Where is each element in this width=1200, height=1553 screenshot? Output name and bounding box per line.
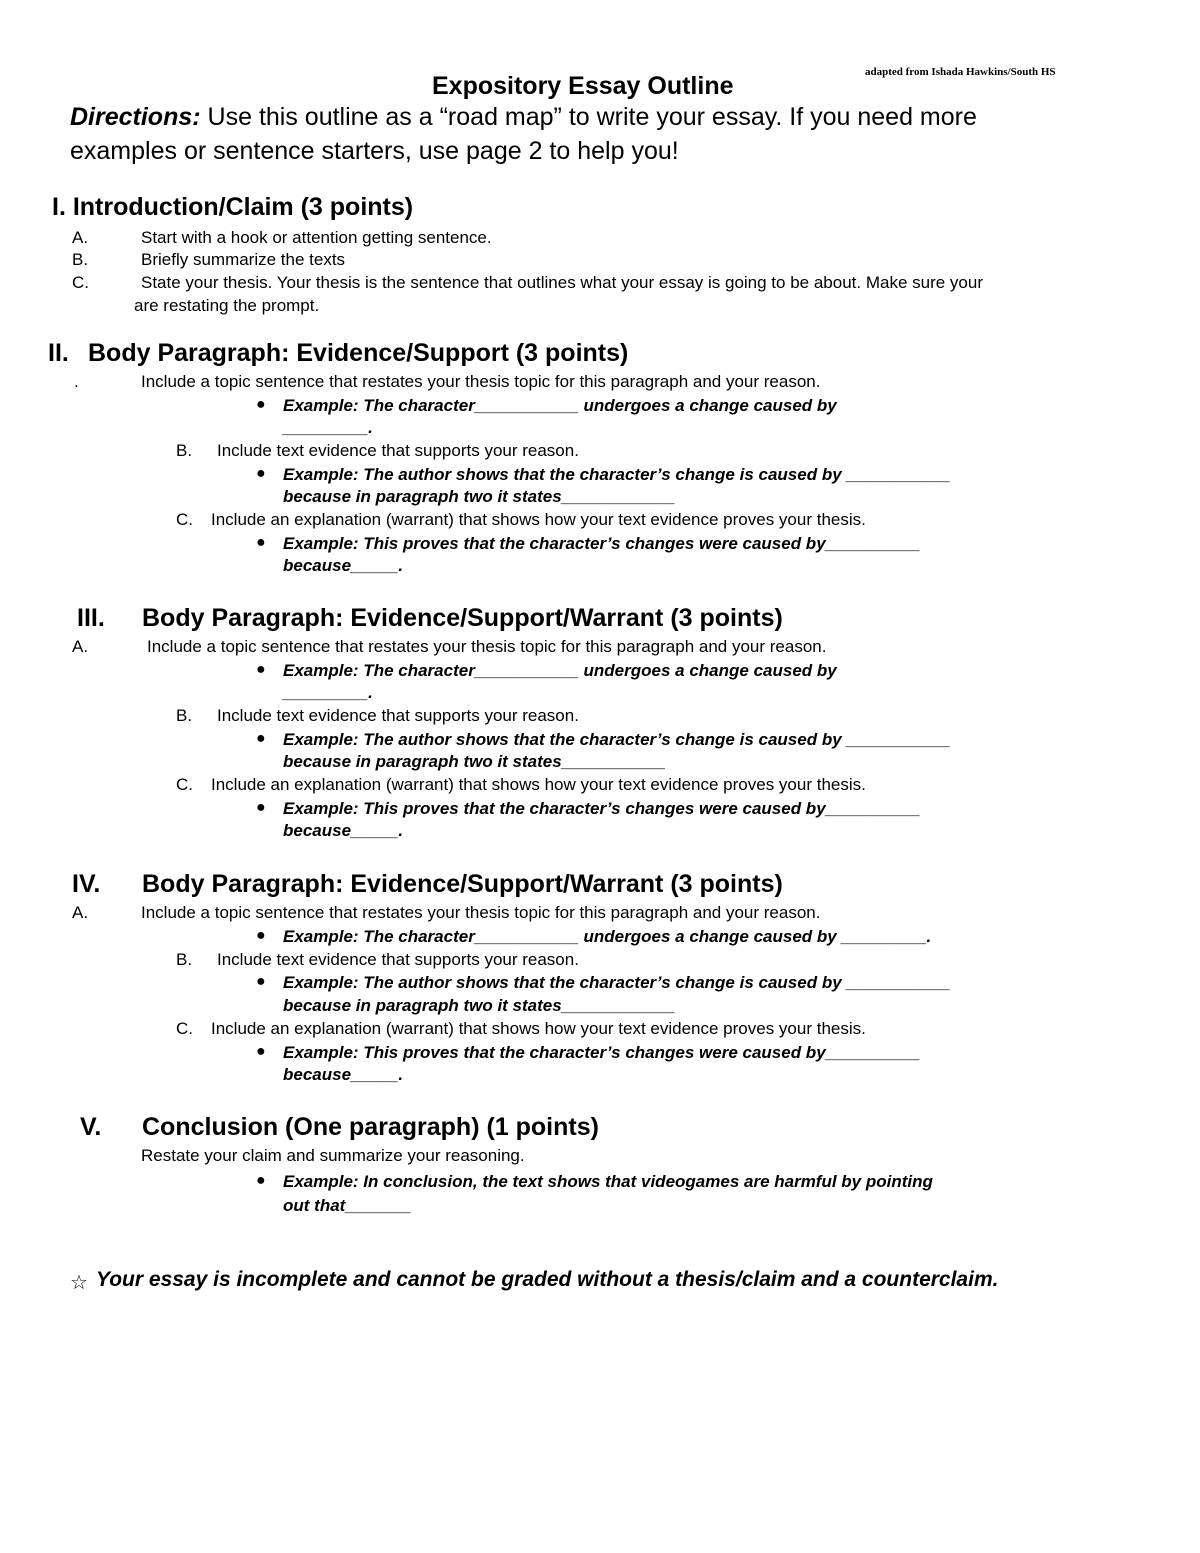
section-3-heading: Body Paragraph: Evidence/Support/Warrant (3 points) xyxy=(142,604,783,632)
bullet-icon: ● xyxy=(256,973,266,990)
section-5-example: Example: In conclusion, the text shows that videogames are harmful by pointing xyxy=(283,1172,933,1191)
section-1-item-a: Start with a hook or attention getting sentence. xyxy=(141,228,492,247)
section-4-item-c: Include an explanation (warrant) that shows how your text evidence proves your thesis. xyxy=(211,1019,866,1038)
section-5-numeral: V. xyxy=(80,1113,102,1141)
bullet-icon: ● xyxy=(256,927,266,944)
section-1-marker-a: A. xyxy=(72,228,89,247)
section-4-heading: Body Paragraph: Evidence/Support/Warrant (3 points) xyxy=(142,870,783,898)
section-3-example-a: Example: The character___________ undergoes a change caused by xyxy=(283,661,837,680)
section-2-item-c: Include an explanation (warrant) that shows how your text evidence proves your thesis. xyxy=(211,510,866,529)
section-5-text: Restate your claim and summarize your reasoning. xyxy=(141,1146,525,1165)
section-2-example-c-cont: because_____. xyxy=(283,556,404,575)
section-2-marker-b: B. xyxy=(176,441,193,460)
section-4-example-a: Example: The character___________ undergoes a change caused by _________. xyxy=(283,927,932,946)
section-2-example-b: Example: The author shows that the character’s change is caused by ___________ xyxy=(283,465,951,484)
section-4-marker-c: C. xyxy=(176,1019,193,1038)
bullet-icon: ● xyxy=(256,465,266,482)
section-3-marker-a: A. xyxy=(72,637,89,656)
section-2-numeral: II. xyxy=(48,339,69,367)
section-3-marker-b: B. xyxy=(176,706,193,725)
section-4-example-b-cont: because in paragraph two it states____________ xyxy=(283,996,676,1015)
section-2-item-a: Include a topic sentence that restates your thesis topic for this paragraph and your reason. xyxy=(141,372,821,391)
bullet-icon: ● xyxy=(256,1172,266,1189)
section-3-item-a: Include a topic sentence that restates your thesis topic for this paragraph and your reason. xyxy=(147,637,827,656)
directions xyxy=(70,100,1160,168)
section-4-example-c-cont: because_____. xyxy=(283,1065,404,1084)
section-4-item-b: Include text evidence that supports your reason. xyxy=(217,950,579,969)
section-2-example-c: Example: This proves that the character’s changes were caused by__________ xyxy=(283,534,921,553)
section-4-marker-b: B. xyxy=(176,950,193,969)
credit-line: adapted from Ishada Hawkins/South HS xyxy=(865,66,1056,78)
page-title: Expository Essay Outline xyxy=(432,72,734,100)
bullet-icon: ● xyxy=(256,534,266,551)
bullet-icon: ● xyxy=(256,730,266,747)
directions-line-2: examples or sentence starters, use page 2 to help you! xyxy=(70,137,679,165)
section-1-marker-b: B. xyxy=(72,250,89,269)
section-3-example-c: Example: This proves that the character’s changes were caused by__________ xyxy=(283,799,921,818)
section-2-marker-a: . xyxy=(74,372,79,391)
directions-line-1: Use this outline as a “road map” to write your essay. If you need more xyxy=(200,103,977,131)
section-2-item-b: Include text evidence that supports your reason. xyxy=(217,441,579,460)
bullet-icon: ● xyxy=(256,396,266,413)
section-3-item-c: Include an explanation (warrant) that shows how your text evidence proves your thesis. xyxy=(211,775,866,794)
bullet-icon: ● xyxy=(256,661,266,678)
directions-label: Directions: xyxy=(70,103,201,131)
section-3-example-a-cont: _________. xyxy=(283,683,373,702)
section-2-example-b-cont: because in paragraph two it states____________ xyxy=(283,487,676,506)
section-2-example-a-cont: _________. xyxy=(283,418,373,437)
section-3-example-b: Example: The author shows that the character’s change is caused by ___________ xyxy=(283,730,951,749)
section-4-numeral: IV. xyxy=(72,870,101,898)
section-3-numeral: III. xyxy=(77,604,105,632)
star-outline-icon: ☆ xyxy=(70,1272,88,1294)
section-1-marker-c: C. xyxy=(72,273,89,292)
section-3-item-b: Include text evidence that supports your reason. xyxy=(217,706,579,725)
section-2-marker-c: C. xyxy=(176,510,193,529)
section-4-item-a: Include a topic sentence that restates your thesis topic for this paragraph and your reason. xyxy=(141,903,821,922)
bullet-icon: ● xyxy=(256,799,266,816)
section-1-heading: I. Introduction/Claim (3 points) xyxy=(52,193,414,221)
section-5-heading: Conclusion (One paragraph) (1 points) xyxy=(142,1113,599,1141)
section-4-example-c: Example: This proves that the character’s changes were caused by__________ xyxy=(283,1043,921,1062)
section-4-marker-a: A. xyxy=(72,903,89,922)
section-3-marker-c: C. xyxy=(176,775,193,794)
section-1-item-b: Briefly summarize the texts xyxy=(141,250,346,269)
section-3-example-c-cont: because_____. xyxy=(283,821,404,840)
section-2-example-a: Example: The character___________ undergoes a change caused by xyxy=(283,396,837,415)
section-4-example-b: Example: The author shows that the character’s change is caused by ___________ xyxy=(283,973,951,992)
section-1-item-c-cont: are restating the prompt. xyxy=(134,296,320,315)
section-3-example-b-cont: because in paragraph two it states___________ xyxy=(283,752,666,771)
bullet-icon: ● xyxy=(256,1043,266,1060)
section-2-heading: Body Paragraph: Evidence/Support (3 points) xyxy=(88,339,629,367)
incomplete-essay-note: Your essay is incomplete and cannot be graded without a thesis/claim and a counterclaim. xyxy=(96,1268,999,1291)
section-5-example-cont: out that_______ xyxy=(283,1196,412,1215)
section-1-item-c: State your thesis. Your thesis is the sentence that outlines what your essay is going to be about. Make sure your xyxy=(141,273,983,292)
